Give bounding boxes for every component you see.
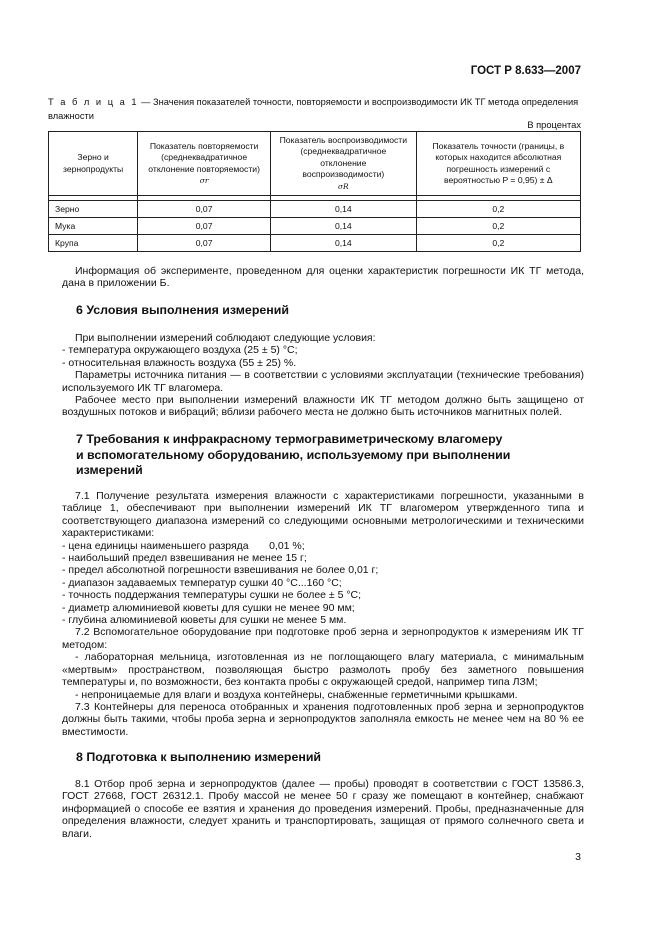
table-header-row bbox=[49, 132, 581, 196]
list-item: - точность поддержания температуры сушки не более ± 5 °С; bbox=[62, 589, 362, 602]
value-cell: 0,14 bbox=[271, 201, 417, 218]
table-units: В процентах bbox=[527, 120, 581, 130]
table-caption bbox=[48, 95, 588, 123]
paragraph: 7.3 Контейнеры для переноса отобранных и хранения подготовленных проб зерна и зернопродуктов должны быть такими, чтобы проба зерна и зернопродуктов заполняла емкость не менее чем на 80 % ее вместимости. bbox=[62, 700, 584, 738]
value-cell: 0,14 bbox=[271, 218, 417, 235]
section-7-body bbox=[62, 490, 584, 738]
column-header: Показатель точности (границы, в которых находится абсолютная погрешность измерений с вероятностью P = 0,95) ± Δ bbox=[416, 132, 580, 196]
product-cell: Мука bbox=[49, 218, 138, 235]
table-row bbox=[49, 218, 581, 235]
document-header: ГОСТ Р 8.633—2007 bbox=[470, 65, 581, 77]
value-cell: 0,14 bbox=[271, 235, 417, 252]
column-header: Показатель повторяемости (среднеквадратичное отклонение повторяемости) σr bbox=[138, 132, 271, 196]
paragraph: 7.2 Вспомогательное оборудование при подготовке проб зерна и зернопродуктов к измерениям ИК ТГ методом: bbox=[62, 626, 584, 651]
section-6-body bbox=[62, 332, 584, 419]
column-header: Показатель воспроизводимости (среднеквадратичное отклонение воспроизводимости) σR bbox=[271, 132, 417, 196]
paragraph: При выполнении измерений соблюдают следующие условия: bbox=[75, 332, 376, 344]
list-item: - относительная влажность воздуха (55 ± 25) %. bbox=[62, 356, 297, 369]
table-row bbox=[49, 235, 581, 252]
list-item: - глубина алюминиевой кюветы для сушки не менее 5 мм. bbox=[62, 614, 347, 627]
value-cell: 0,2 bbox=[416, 235, 580, 252]
table-caption-label: Т а б л и ц а 1 bbox=[48, 97, 139, 107]
list-item: - наибольший предел взвешивания не менее 15 г; bbox=[62, 552, 307, 565]
value-cell: 0,07 bbox=[138, 235, 271, 252]
paragraph: Параметры источника питания — в соответствии с условиями эксплуатации (технические требования) используемого ИК ТГ влагомера. bbox=[62, 369, 584, 394]
value-cell: 0,07 bbox=[138, 201, 271, 218]
section-7-title: 7 Требования к инфракрасному термогравиметрическому влагомеру и вспомогательному оборудованию, используемому при выполнении измерений bbox=[76, 432, 511, 477]
paragraph: 8.1 Отбор проб зерна и зернопродуктов (далее — пробы) проводят в соответствии с ГОСТ 13586.3, ГОСТ 27668, ГОСТ 26312.1. Пробу массой не менее 50 г сразу же помещают в контейнер, снабжают информацией о способе ее взятия и хранения до проведения измерений. Пробы, предназначенные для определения влажности, следует хранить и транспортировать, защищая от прямого солнечного света и влаги. bbox=[62, 778, 584, 840]
symbol: σR bbox=[337, 181, 349, 191]
list-item: - предел абсолютной погрешности взвешивания не более 0,01 г; bbox=[62, 564, 379, 577]
paragraph: Рабочее место при выполнении измерений влажности ИК ТГ методом должно быть защищено от воздушных потоков и вибраций; вблизи рабочего места не должно быть источников магнитных полей. bbox=[62, 394, 584, 419]
product-cell: Зерно bbox=[49, 201, 138, 218]
table-row bbox=[49, 201, 581, 218]
list-item: - диаметр алюминиевой кюветы для сушки не менее 90 мм; bbox=[62, 601, 355, 614]
product-cell: Крупа bbox=[49, 235, 138, 252]
section-6-title: 6 Условия выполнения измерений bbox=[76, 303, 289, 317]
list-item: - непроницаемые для влаги и воздуха контейнеры, снабженные герметичными крышками. bbox=[75, 688, 518, 701]
section-8-body bbox=[62, 778, 584, 840]
list-item: - диапазон задаваемых температур сушки 40 °С...160 °С; bbox=[62, 576, 342, 589]
table-caption-text: — Значения показателей точности, повторяемости и воспроизводимости ИК ТГ метода определения влажности bbox=[48, 97, 579, 121]
accuracy-table bbox=[48, 131, 581, 252]
page-number: 3 bbox=[575, 851, 581, 863]
value-cell: 0,07 bbox=[138, 218, 271, 235]
symbol: σr bbox=[199, 176, 209, 185]
list-item: - температура окружающего воздуха (25 ± 5) °С; bbox=[62, 344, 298, 357]
list-item: - лабораторная мельница, изготовленная из не поглощающего влагу материала, с минимальным «мертвым» пространством, позволяющая быстро размолоть пробу без заметного повышения температуры и, по возможности, без контакта пробы с окружающей средой, например типа ЛЗМ; bbox=[62, 651, 584, 689]
section-8-title: 8 Подготовка к выполнению измерений bbox=[76, 750, 322, 764]
paragraph: 7.1 Получение результата измерения влажности с характеристиками погрешности, указанными в таблице 1, обеспечивают при выполнении измерений ИК ТГ влагомером утвержденного типа и соответствующего диапазона измерений со следующими основными метрологическими и техническими характеристиками: bbox=[62, 490, 584, 540]
list-item: - цена единицы наименьшего разряда 0,01 %; bbox=[62, 539, 305, 552]
value-cell: 0,2 bbox=[416, 218, 580, 235]
value-cell: 0,2 bbox=[416, 201, 580, 218]
intro-paragraph: Информация об эксперименте, проведенном для оценки характеристик погрешности ИК ТГ метода, дана в приложении Б. bbox=[62, 265, 584, 290]
column-header: Зерно и зернопродукты bbox=[49, 132, 138, 196]
